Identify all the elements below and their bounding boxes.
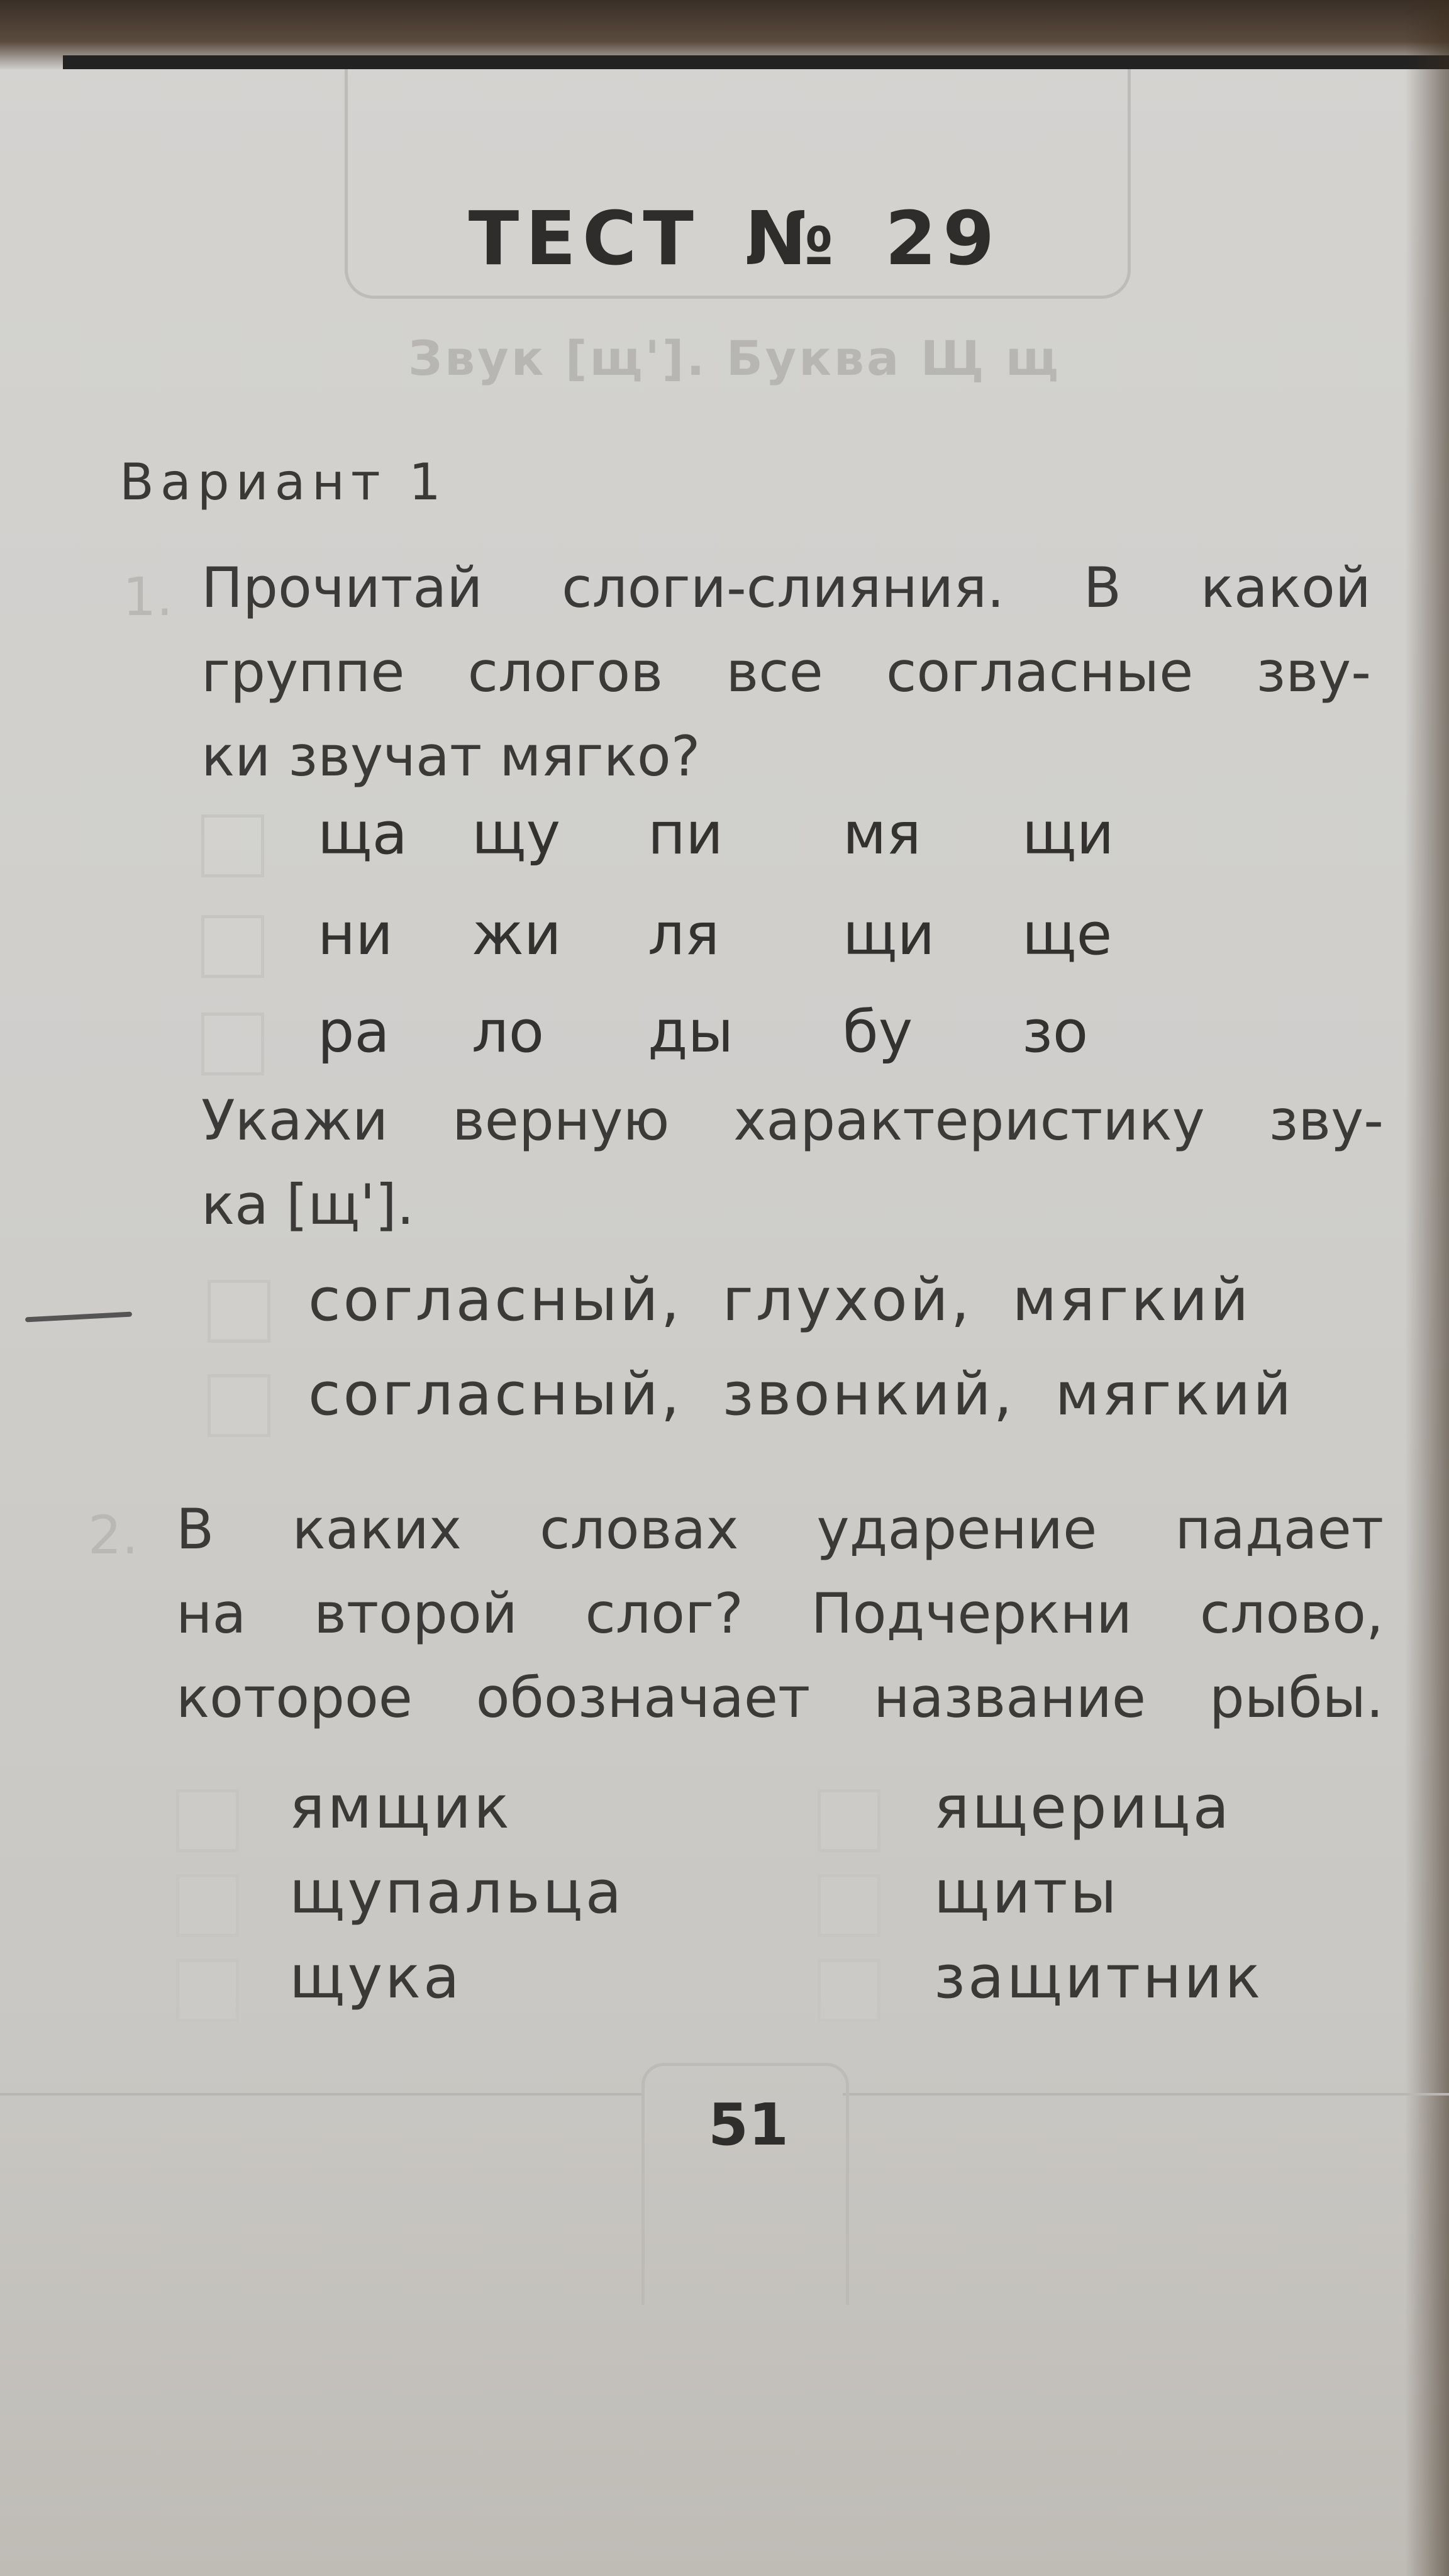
syllable: ра <box>318 998 390 1065</box>
answer-checkbox[interactable] <box>176 1874 239 1937</box>
question-1-line-3: ки звучат мягко? <box>201 724 701 789</box>
question-1-line-2: группе слогов все согласные зву- <box>201 640 1371 704</box>
syllable: ща <box>318 800 408 867</box>
word-option: щупальца <box>289 1858 625 1927</box>
syllable: пи <box>648 800 723 867</box>
footer-rule-right <box>843 2093 1449 2096</box>
syllable: ды <box>648 998 734 1065</box>
option-soft-voiceless: согласный, глухой, мягкий <box>308 1266 1252 1335</box>
answer-checkbox[interactable] <box>176 1789 239 1852</box>
answer-checkbox[interactable] <box>201 1013 264 1075</box>
footer-rule-left <box>0 2093 641 2096</box>
word-option: щиты <box>934 1858 1119 1927</box>
answer-checkbox[interactable] <box>201 814 264 877</box>
test-title: ТЕСТ № 29 <box>468 195 1001 282</box>
syllable: ло <box>472 998 545 1065</box>
answer-checkbox[interactable] <box>818 1874 880 1937</box>
question-2-line-2: на второй слог? Подчеркни слово, <box>176 1581 1384 1646</box>
answer-checkbox[interactable] <box>818 1789 880 1852</box>
syllable: щи <box>843 901 935 968</box>
page-number: 51 <box>708 2091 789 2158</box>
subquestion-line-2: ка [щ']. <box>201 1172 414 1237</box>
answer-checkbox[interactable] <box>176 1959 239 2022</box>
answer-checkbox[interactable] <box>201 915 264 978</box>
syllable: ни <box>318 901 393 968</box>
option-soft-voiced: согласный, звонкий, мягкий <box>308 1360 1294 1429</box>
question-2-line-1: В каких словах ударение падает <box>176 1497 1384 1562</box>
pencil-mark <box>25 1312 132 1323</box>
page-edge-shadow <box>1405 0 1449 2576</box>
syllable: мя <box>843 800 921 867</box>
word-option: защитник <box>934 1943 1263 2012</box>
answer-checkbox[interactable] <box>208 1374 270 1437</box>
variant-label: Вариант 1 <box>119 453 447 511</box>
word-option: ящерица <box>934 1774 1232 1842</box>
syllable: ще <box>1022 901 1113 968</box>
test-subtitle: Звук [щ']. Буква Щ щ <box>408 330 1061 386</box>
top-rule <box>63 55 1449 69</box>
subquestion-line-1: Укажи верную характеристику зву- <box>201 1088 1384 1153</box>
syllable: щи <box>1022 800 1114 867</box>
question-2-number: 2. <box>88 1504 139 1566</box>
answer-checkbox[interactable] <box>818 1959 880 2022</box>
syllable: ля <box>648 901 720 968</box>
question-1-number: 1. <box>123 566 174 628</box>
syllable: бу <box>843 998 913 1065</box>
question-2-line-3: которое обозначает название рыбы. <box>176 1665 1384 1730</box>
syllable: зо <box>1022 998 1089 1065</box>
word-option: ямщик <box>289 1774 512 1842</box>
word-option: щука <box>289 1943 462 2012</box>
question-1-line-1: Прочитай слоги-слияния. В какой <box>201 555 1371 620</box>
answer-checkbox[interactable] <box>208 1280 270 1343</box>
syllable: жи <box>472 901 562 968</box>
syllable: щу <box>472 800 561 867</box>
